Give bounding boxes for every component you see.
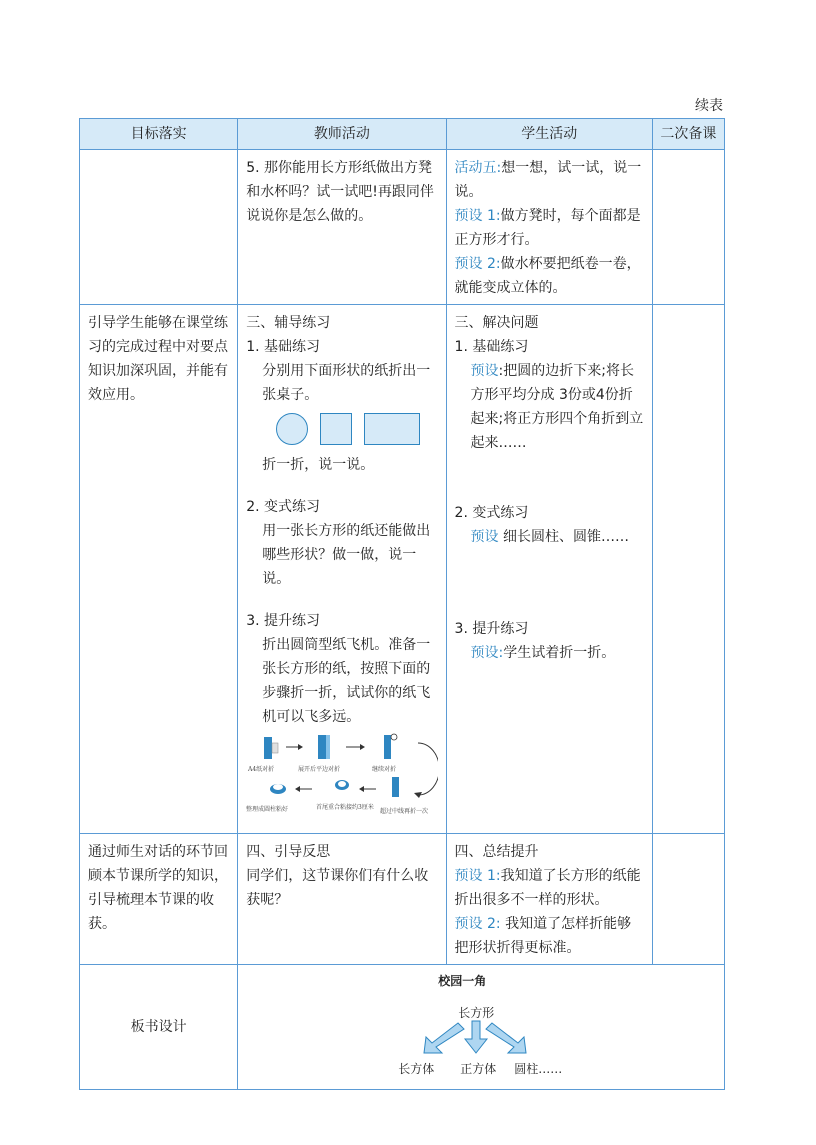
preset-text: 预设 细长圆柱、圆锥…… [470,529,629,545]
activity-five: 活动五:想一想，试一试，说一说。 [454,160,642,200]
student-activity-cell [446,834,652,965]
exercise-heading: 1. 基础练习 [246,339,321,355]
arrow-down-icon [465,1021,487,1053]
step-a4-fold-icon [264,737,278,759]
preset-1: 预设 1:做方凳时，每个面都是正方形才行。 [454,208,641,248]
step-label: 展开后平边对折 [298,766,341,773]
exercise-heading: 2. 变式练习 [246,499,321,515]
board-item: 圆柱…… [514,1062,563,1076]
teacher-question: 同学们，这节课你们有什么收获呢？ [246,868,429,908]
activity-label: 活动五: [454,160,502,176]
second-prep-cell [652,834,724,965]
table-row [80,150,725,305]
board-design-label-cell [80,965,238,1090]
exercise-text: 分别用下面形状的纸折出一张桌子。 [262,363,431,403]
arrow-down-right-icon [486,1023,526,1053]
board-design-cell [238,965,725,1090]
step-unfold-icon [318,735,330,759]
preset-2: 预设 2:做水杯要把纸卷一卷，就能变成立体的。 [454,256,641,296]
exercise-heading: 1. 基础练习 [454,339,529,355]
student-activity-cell [446,150,652,305]
board-design [238,965,724,1089]
board-center-word: 长方形 [458,1006,495,1020]
preset-label: 预设: [470,645,504,661]
rectangle-paper-icon [364,413,420,445]
exercise-text: 折出圆筒型纸飞机。准备一张长方形的纸，按照下面的步骤折一折，试试你的纸飞机可以飞多远。 [262,637,431,725]
preset-text: 预设:把圆的边折下来;将长方形平均分成 3份或4份折起来;将正方形四个角折到立起来…… [470,363,644,451]
paper-shapes [246,409,437,449]
exercise-heading: 2. 变式练习 [454,505,529,521]
teacher-activity-cell [238,834,446,965]
preset-label: 预设 2: [454,256,501,272]
circle-paper-icon [276,413,308,445]
goal-text: 通过师生对话的环节回顾本节课所学的知识，引导梳理本节课的收获。 [88,844,228,932]
goal-text: 引导学生能够在课堂练习的完成过程中对要点知识加深巩固，并能有效应用。 [88,315,228,403]
board-item: 长方体 [398,1062,435,1076]
preset-label: 预设 1: [454,208,501,224]
section-title: 四、引导反思 [246,844,331,860]
step-fold-midline-icon [392,777,399,797]
step-join-icon [335,780,349,790]
header-teacher: 教师活动 [238,119,446,150]
step-label: 首尾重合粘接约3厘米 [316,804,375,811]
step-label: 超过中线再折一次 [380,808,429,815]
second-prep-cell [652,305,724,834]
student-activity-cell [446,305,652,834]
step-roll-icon [270,784,286,794]
section-title: 三、解决问题 [454,315,539,331]
table-header-row [80,119,725,150]
preset-1: 预设 1:我知道了长方形的纸能折出很多不一样的形状。 [454,868,641,908]
board-arrows [406,1019,566,1059]
lesson-plan-table [79,118,725,1090]
teacher-activity-text: 5. 那你能用长方形纸做出方凳和水杯吗？试一试吧!再跟同伴说说你是怎么做的。 [246,160,434,224]
teacher-activity-cell [238,305,446,834]
preset-text: 预设:学生试着折一折。 [470,645,616,661]
preset-label: 预设 [470,363,499,379]
square-paper-icon [320,413,352,445]
step-label: A4纸对折 [248,766,275,773]
arrow-down-left-icon [424,1023,464,1053]
second-prep-cell [652,150,724,305]
table-row [80,834,725,965]
exercise-heading: 3. 提升练习 [246,613,321,629]
board-title: 校园一角 [438,974,487,988]
continued-label: 续表 [695,98,723,114]
preset-label: 预设 1: [454,868,501,884]
step-label: 继续对折 [372,766,397,773]
preset-label: 预设 2: [454,916,501,932]
table-row [80,305,725,834]
board-design-label: 板书设计 [130,1019,187,1035]
section-title: 三、辅导练习 [246,315,331,331]
teacher-activity-cell [238,150,446,305]
exercise-text: 折一折，说一说。 [262,457,375,473]
goal-cell [80,305,238,834]
step-label: 整理成圆柱粘好 [246,806,289,813]
goal-cell-empty [80,150,238,305]
section-title: 四、总结提升 [454,844,539,860]
header-goal: 目标落实 [80,119,238,150]
exercise-text: 用一张长方形的纸还能做出哪些形状？做一做，说一说。 [262,523,431,587]
preset-label: 预设 [470,529,499,545]
board-item: 正方体 [460,1062,497,1076]
step-fold-again-icon [384,734,397,759]
header-second-prep: 二次备课 [652,119,724,150]
header-student: 学生活动 [446,119,652,150]
goal-cell [80,834,238,965]
table-row [80,965,725,1090]
exercise-heading: 3. 提升练习 [454,621,529,637]
preset-2: 预设 2: 我知道了怎样折能够把形状折得更标准。 [454,916,632,956]
paper-plane-steps-diagram [246,731,438,829]
